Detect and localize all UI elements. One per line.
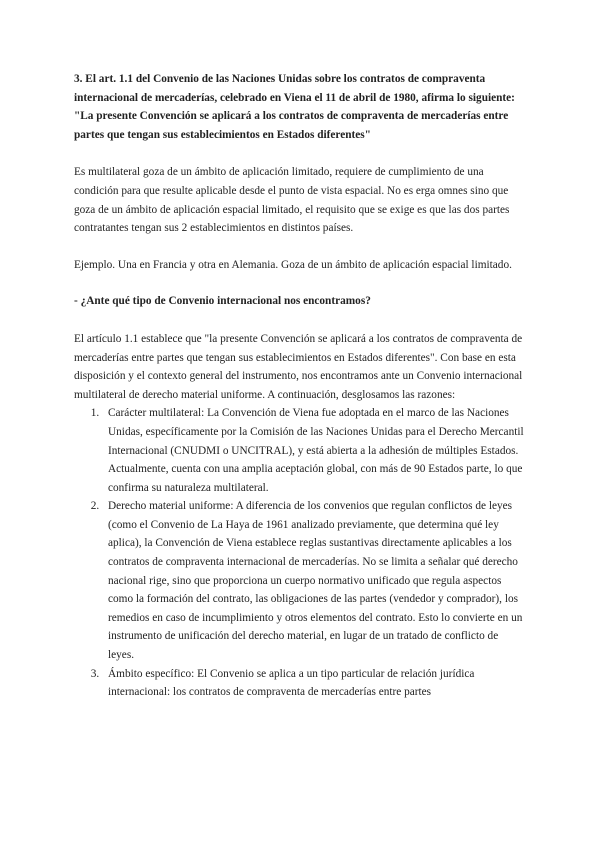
paragraph-example: Ejemplo. Una en Francia y otra en Alemania. Goza de un ámbito de aplicación espacial limitado. xyxy=(74,258,512,271)
paragraph-analysis: El artículo 1.1 establece que "la presente Convención se aplicará a los contratos de compraventa de mercaderías entre partes que tengan sus establecimientos en Estados diferentes". Con base en esta disposición y el contexto general del instrumento, nos encontramos ante un Convenio internacional multilateral de derecho material uniforme. A continuación, desglosamos las razones: xyxy=(74,332,523,401)
section-heading: 3. El art. 1.1 del Convenio de las Naciones Unidas sobre los contratos de compraventa internacional de mercaderías, celebrado en Viena el 11 de abril de 1980, afirma lo siguiente: "La presente Convención se aplicará a los contratos de compraventa de mercaderías entre partes que tengan sus establecimientos en Estados diferentes" xyxy=(74,73,515,141)
reasons-list xyxy=(74,404,526,702)
question-subheading: - ¿Ante qué tipo de Convenio internacional nos encontramos? xyxy=(74,295,371,308)
list-item: 1. Carácter multilateral: La Convención de Viena fue adoptada en el marco de las Naciones Unidas, específicamente por la Comisión de las Naciones Unidas para el Derecho Mercantil Internacional (CNUDMI o UNCITRAL), y está abierta a la adhesión de múltiples Estados. Actualmente, cuenta con una amplia aceptación global, con más de 90 Estados parte, lo que confirma su naturaleza multilateral. xyxy=(102,404,526,497)
list-item: 2. Derecho material uniforme: A diferencia de los convenios que regulan conflictos de leyes (como el Convenio de La Haya de 1961 analizado previamente, que determina qué ley aplica), la Convención de Viena establece reglas sustantivas directamente aplicables a los contratos de compraventa internacional de mercaderías. No se limita a señalar qué derecho nacional rige, sino que proporciona un cuerpo normativo unificado que regula aspectos como la formación del contrato, las obligaciones de las partes (vendedor y comprador), los remedios en caso de incumplimiento y otros elementos del contrato. Esto lo convierte en un instrumento de unificación del derecho material, en lugar de un tratado de conflicto de leyes. xyxy=(102,497,526,664)
list-item: 3. Ámbito específico: El Convenio se aplica a un tipo particular de relación jurídica internacional: los contratos de compraventa de mercaderías entre partes xyxy=(102,665,526,702)
document-page xyxy=(74,70,526,702)
paragraph-multilateral: Es multilateral goza de un ámbito de aplicación limitado, requiere de cumplimiento de una condición para que resulte aplicable desde el punto de vista espacial. No es erga omnes sino que goza de un ámbito de aplicación espacial limitado, el requisito que se exige es que las dos partes contratantes tengan sus 2 establecimientos en distintos países. xyxy=(74,166,510,235)
